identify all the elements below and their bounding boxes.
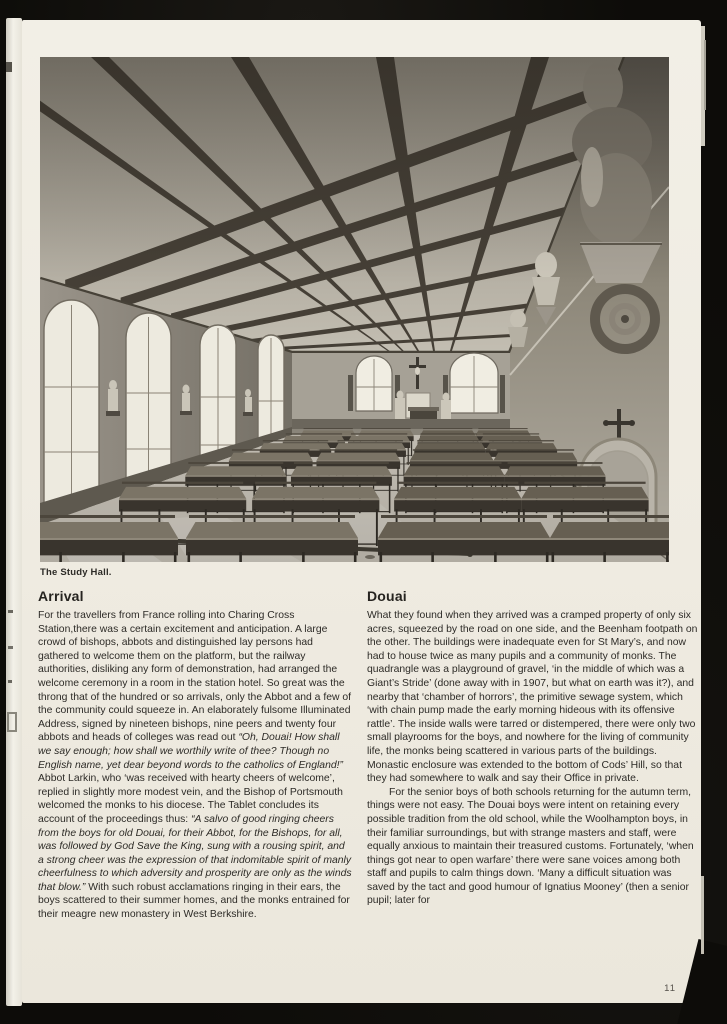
photo-figure [40, 57, 669, 562]
edge-mark [8, 610, 13, 613]
page-stack-edge [704, 40, 706, 110]
study-hall-photo [40, 57, 669, 562]
heading-arrival: Arrival [38, 588, 84, 604]
heading-douai: Douai [367, 588, 407, 604]
book-page [22, 20, 701, 1003]
page-stack-edge [701, 876, 704, 954]
column-douai [367, 588, 701, 908]
facing-page-edge [6, 18, 22, 1006]
page-number: 11 [664, 983, 676, 994]
edge-mark [8, 680, 12, 683]
column-arrival [38, 588, 352, 922]
douai-text: What they found when they arrived was a cramped property of only six acres, squeezed by the road on one side, and the Beenham footpath on the other. The buildings were inadequate even for St Mary’s, and now had to house twice as many pupils and a community of monks. The quadrangle was a playground of gravel, ‘in the middle of which was a Giant’s Stride’ (done away with in 1907, but what on earth was it?), and nearby that ‘chamber of horrors’, the primitive sewage system, which ‘with chain pump made the early morning hideous with its offensive rattle’. The inside walls were tarred or distempered, there were only two small playrooms for the boys, and nowhere for the living of community life, the monks being scattered in various parts of the buildings. Monastic enclosure was extended to the bottom of Cods’ Hill, so that they had somewhere to walk and say their Office in private. For the senior boys of both schools returning for the autumn term, things were not easy. The Douai boys were intent on retaining every possible tradition from the old school, while the Woolhampton boys, in their familiar surroundings, but with strange masters and staff, were equally anxious to maintain their treasured customs. Fortunately, ‘when things got near to open warfare’ there were sane voices among both staff and pupils to calm things down. ‘Many a difficult situation was saved by the tact and good humour of Ignatius Mooney’ (then a senior pupil; later for [367, 610, 698, 907]
arrival-text: For the travellers from France rolling into Charing Cross Station,there was a certain excitement and anticipation. A large crowd of bishops, abbots and distinguished lay persons had gathered to welcome them on the platform, but the railway authorities, disliking any form of demonstration, had arranged the welcome ceremony in a room in the station hotel. So great was the throng that of the hundred or so arrivals, only the Abbot and a few of the community could squeeze in. An elaborately fulsome Illuminated Address, signed by nineteen bishops, nine peers and twenty four abbots and heads of colleges was read out “Oh, Douai! How shall we say enough; how shall we worthily write of thee? Though no English name, yet dear beyond words to the catholics of England!” Abbot Larkin, who ‘was received with hearty cheers of welcome’, replied in slightly more modest vein, and the Bishop of Portsmouth welcomed the monks to his diocese. The Tablet concludes its account of the proceedings thus: “A salvo of good ringing cheers from the boys for old Douai, for their Abbot, for the Bishops, for all, was followed by God Save the King, sung with a rousing spirit, and a strong cheer was the expression of that indomitable spirit of manly cheerfulness to which adversity and prosperity are only as the winds that blow.” With such robust acclamations ringing in their ears, the boys scattered to their summer homes, and the monks entrained for their meagre new monastery in West Berkshire. [38, 610, 352, 921]
edge-mark [8, 646, 13, 649]
photo-vignette [40, 57, 669, 562]
edge-mark-box [7, 712, 17, 732]
photo-caption: The Study Hall. [40, 567, 112, 578]
spine-notch [6, 62, 12, 72]
